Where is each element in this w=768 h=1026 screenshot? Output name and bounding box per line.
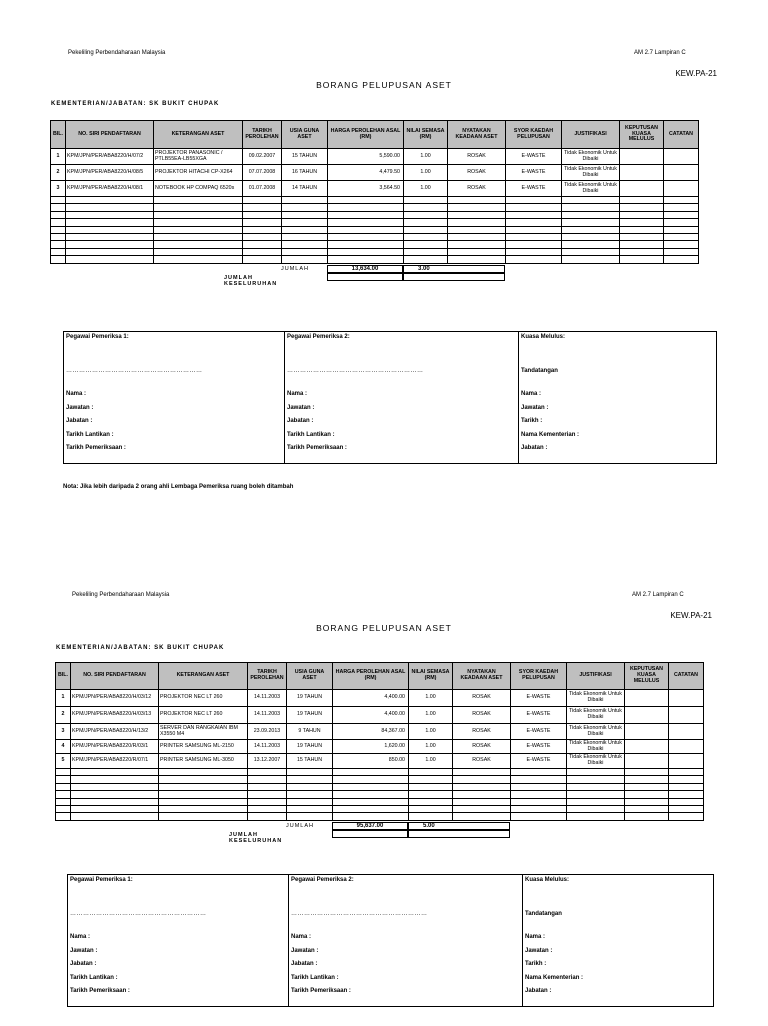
table-row (51, 181, 699, 197)
table-row (56, 724, 704, 740)
empty-table-row (56, 798, 704, 805)
total-current-value: 3.00 (403, 265, 505, 273)
disposal-method: E-WASTE (506, 165, 562, 181)
empty-table-row (51, 256, 699, 263)
field-jabatan: Jabatan : (70, 961, 97, 967)
acquisition-date: 07.07.2008 (243, 165, 282, 181)
column-header: JUSTIFIKASI (562, 121, 620, 149)
approval-decision (625, 724, 669, 740)
column-header: TARIKH PEROLEHAN (243, 121, 282, 149)
empty-table-row (56, 783, 704, 790)
grand-total-box (332, 830, 408, 838)
asset-condition: ROSAK (448, 149, 506, 165)
acquisition-price: 4,400.00 (333, 707, 409, 724)
remarks (669, 707, 704, 724)
empty-table-row (51, 248, 699, 255)
column-header: USIA GUNA ASET (282, 121, 328, 149)
disposal-method: E-WASTE (511, 754, 567, 769)
empty-table-row (51, 204, 699, 211)
remarks (669, 690, 704, 707)
acquisition-price: 5,590.00 (328, 149, 404, 165)
acquisition-price: 1,620.00 (333, 740, 409, 754)
field-jawatan: Jawatan : (291, 947, 319, 954)
acquisition-price: 4,479.50 (328, 165, 404, 181)
appendix-reference: AM 2.7 Lampiran C (634, 50, 686, 56)
column-header: HARGA PEROLEHAN ASAL (RM) (328, 121, 404, 149)
field-tarikh: Tarikh : (521, 418, 543, 424)
empty-table-row (56, 791, 704, 798)
justification: Tidak Ekonomik Untuk Dibaiki (562, 181, 620, 197)
row-number: 3 (56, 724, 71, 740)
current-value: 1.00 (404, 165, 448, 181)
registration-number: KPM/JPN/PER/ABA8220/H/08/5 (66, 165, 154, 181)
column-header: BIL. (51, 121, 66, 149)
asset-condition: ROSAK (453, 707, 511, 724)
asset-condition: ROSAK (448, 165, 506, 181)
remarks (669, 724, 704, 740)
justification: Tidak Ekonomik Untuk Dibaiki (567, 740, 625, 754)
asset-description: PROJEKTOR NEC LT 260 (159, 690, 248, 707)
asset-condition: ROSAK (453, 724, 511, 740)
column-header: TARIKH PEROLEHAN (248, 663, 287, 690)
acquisition-date: 01.07.2008 (243, 181, 282, 197)
empty-table-row (51, 219, 699, 226)
field-nama-kementerian: Nama Kementerian : (521, 431, 580, 438)
signature-label: Tandatangan (525, 911, 562, 917)
field-jabatan: Jabatan : (287, 418, 314, 424)
justification: Tidak Ekonomik Untuk Dibaiki (562, 149, 620, 165)
signature-line: ……………………………………………………… (287, 368, 424, 374)
row-number: 1 (51, 149, 66, 165)
asset-description: PRINTER SAMSUNG ML-2150 (159, 740, 248, 754)
column-header: KEPUTUSAN KUASA MELULUS (625, 663, 669, 690)
empty-table-row (56, 769, 704, 776)
asset-description: PROJEKTOR PANASONIC / PTLB55EA-LB55XGA (154, 149, 243, 165)
inspector-1-column (68, 875, 288, 1006)
remarks (669, 754, 704, 769)
column-header: SYOR KAEDAH PELUPUSAN (511, 663, 567, 690)
signature-heading: Pegawai Pemeriksa 2: (291, 877, 354, 883)
usage-age: 15 TAHUN (287, 754, 333, 769)
form-title: BORANG PELUPUSAN ASET (316, 80, 452, 90)
column-header: NO. SIRI PENDAFTARAN (71, 663, 159, 690)
approver-column (522, 875, 716, 1006)
signature-heading: Kuasa Melulus: (525, 877, 570, 883)
field-nama: Nama : (287, 391, 308, 397)
acquisition-price: 4,400.00 (333, 690, 409, 707)
remarks (664, 149, 699, 165)
field-jawatan: Jawatan : (525, 947, 553, 954)
remarks (664, 181, 699, 197)
empty-table-row (51, 226, 699, 233)
row-number: 2 (56, 707, 71, 724)
signature-line: ……………………………………………………… (70, 911, 207, 917)
current-value: 1.00 (409, 754, 453, 769)
empty-table-row (51, 197, 699, 204)
inspector-2-column (288, 875, 523, 1006)
total-label: JUMLAH (286, 823, 315, 829)
field-jabatan: Jabatan : (291, 961, 318, 967)
column-header: KEPUTUSAN KUASA MELULUS (620, 121, 664, 149)
acquisition-price: 3,564.50 (328, 181, 404, 197)
disposal-method: E-WASTE (511, 707, 567, 724)
registration-number: KPM/JPN/PER/ABA8220/R/03/1 (71, 740, 159, 754)
asset-table (50, 120, 699, 264)
asset-description: PROJEKTOR HITACHI CP-X264 (154, 165, 243, 181)
total-current-value: 5.00 (408, 822, 510, 830)
ministry-department: KEMENTERIAN/JABATAN: SK BUKIT CHUPAK (51, 101, 220, 107)
disposal-form-1 (0, 0, 768, 490)
field-jabatan: Jabatan : (521, 445, 548, 451)
signature-line: ……………………………………………………… (291, 911, 428, 917)
column-header: KETERANGAN ASET (159, 663, 248, 690)
asset-description: NOTEBOOK HP COMPAQ 6520s (154, 181, 243, 197)
circular-reference: Pekeliling Perbendaharaan Malaysia (72, 592, 170, 598)
current-value: 1.00 (409, 724, 453, 740)
empty-table-row (51, 241, 699, 248)
ministry-department: KEMENTERIAN/JABATAN: SK BUKIT CHUPAK (56, 645, 225, 651)
inspector-1-column (64, 332, 284, 463)
table-row (51, 165, 699, 181)
signature-heading: Pegawai Pemeriksa 1: (70, 877, 133, 883)
field-jabatan: Jabatan : (525, 988, 552, 994)
column-header: SYOR KAEDAH PELUPUSAN (506, 121, 562, 149)
acquisition-date: 14.11.2003 (248, 740, 287, 754)
asset-condition: ROSAK (448, 181, 506, 197)
acquisition-date: 14.11.2003 (248, 690, 287, 707)
registration-number: KPM/JPN/PER/ABA8220/H/03/12 (71, 690, 159, 707)
current-value: 1.00 (409, 740, 453, 754)
acquisition-price: 84,367.00 (333, 724, 409, 740)
circular-reference: Pekeliling Perbendaharaan Malaysia (68, 50, 166, 56)
form-code: KEW.PA-21 (670, 611, 712, 620)
column-header: NYATAKAN KEADAAN ASET (453, 663, 511, 690)
row-number: 5 (56, 754, 71, 769)
column-header: CATATAN (669, 663, 704, 690)
current-value: 1.00 (404, 181, 448, 197)
justification: Tidak Ekonomik Untuk Dibaiki (567, 754, 625, 769)
table-row (56, 754, 704, 769)
field-tarikh-pemeriksaan: Tarikh Pemeriksaan : (291, 988, 351, 994)
empty-table-row (56, 813, 704, 820)
row-number: 3 (51, 181, 66, 197)
approval-decision (620, 181, 664, 197)
usage-age: 9 TAHUN (287, 724, 333, 740)
field-tarikh-lantikan: Tarikh Lantikan : (291, 974, 339, 981)
field-tarikh: Tarikh : (525, 961, 547, 967)
signature-heading: Pegawai Pemeriksa 2: (287, 334, 350, 340)
empty-table-row (56, 805, 704, 812)
table-row (56, 707, 704, 724)
justification: Tidak Ekonomik Untuk Dibaiki (567, 724, 625, 740)
registration-number: KPM/JPN/PER/ABA8220/H/03/13 (71, 707, 159, 724)
acquisition-date: 23.09.2013 (248, 724, 287, 740)
table-header-row (51, 121, 699, 149)
grand-total-label: JUMLAH KESELURUHAN (229, 832, 283, 844)
column-header: JUSTIFIKASI (567, 663, 625, 690)
field-nama: Nama : (525, 934, 546, 940)
column-header: NYATAKAN KEADAAN ASET (448, 121, 506, 149)
signature-line: ……………………………………………………… (66, 368, 203, 374)
asset-condition: ROSAK (453, 754, 511, 769)
signature-label: Tandatangan (521, 368, 558, 374)
column-header: USIA GUNA ASET (287, 663, 333, 690)
table-row (56, 740, 704, 754)
acquisition-price: 850.00 (333, 754, 409, 769)
grand-total-label: JUMLAH KESELURUHAN (224, 275, 278, 287)
signature-heading: Kuasa Melulus: (521, 334, 566, 340)
remarks (664, 165, 699, 181)
registration-number: KPM/JPN/PER/ABA8220/R/07/1 (71, 754, 159, 769)
column-header: KETERANGAN ASET (154, 121, 243, 149)
current-value: 1.00 (409, 707, 453, 724)
field-tarikh-lantikan: Tarikh Lantikan : (66, 431, 114, 438)
field-tarikh-lantikan: Tarikh Lantikan : (70, 974, 118, 981)
field-tarikh-pemeriksaan: Tarikh Pemeriksaan : (287, 445, 347, 451)
current-value: 1.00 (404, 149, 448, 165)
acquisition-date: 13.12.2007 (248, 754, 287, 769)
field-jawatan: Jawatan : (70, 947, 98, 954)
disposal-method: E-WASTE (506, 149, 562, 165)
field-jawatan: Jawatan : (66, 404, 94, 411)
usage-age: 19 TAHUN (287, 707, 333, 724)
approval-decision (625, 707, 669, 724)
column-header: HARGA PEROLEHAN ASAL (RM) (333, 663, 409, 690)
approval-decision (620, 149, 664, 165)
acquisition-date: 14.11.2003 (248, 707, 287, 724)
justification: Tidak Ekonomik Untuk Dibaiki (567, 707, 625, 724)
total-label: JUMLAH (281, 266, 310, 272)
asset-description: SERVER DAN RANGKAIAN IBM X3550 M4 (159, 724, 248, 740)
field-nama: Nama : (291, 934, 312, 940)
form-title: BORANG PELUPUSAN ASET (316, 623, 452, 633)
form-code: KEW.PA-21 (675, 69, 717, 78)
justification: Tidak Ekonomik Untuk Dibaiki (562, 165, 620, 181)
grand-total-box (403, 273, 505, 281)
total-acquisition-price: 13,634.00 (327, 265, 403, 273)
acquisition-date: 09.02.2007 (243, 149, 282, 165)
disposal-method: E-WASTE (511, 740, 567, 754)
row-number: 2 (51, 165, 66, 181)
total-acquisition-price: 95,637.00 (332, 822, 408, 830)
justification: Tidak Ekonomik Untuk Dibaiki (567, 690, 625, 707)
disposal-method: E-WASTE (511, 690, 567, 707)
table-row (51, 149, 699, 165)
field-nama: Nama : (66, 391, 87, 397)
usage-age: 16 TAHUN (282, 165, 328, 181)
asset-table (55, 662, 704, 821)
usage-age: 19 TAHUN (287, 740, 333, 754)
inspector-2-column (284, 332, 519, 463)
field-jawatan: Jawatan : (287, 404, 315, 411)
usage-age: 19 TAHUN (287, 690, 333, 707)
empty-table-row (56, 776, 704, 783)
disposal-method: E-WASTE (511, 724, 567, 740)
registration-number: KPM/JPN/PER/ABA8220/H/13/2 (71, 724, 159, 740)
footnote: Nota: Jika lebih daripada 2 orang ahli Lembaga Pemeriksa ruang boleh ditambah (63, 484, 294, 490)
field-nama-kementerian: Nama Kementerian : (525, 974, 584, 981)
usage-age: 14 TAHUN (282, 181, 328, 197)
signature-heading: Pegawai Pemeriksa 1: (66, 334, 129, 340)
row-number: 1 (56, 690, 71, 707)
asset-condition: ROSAK (453, 690, 511, 707)
approval-decision (625, 740, 669, 754)
usage-age: 15 TAHUN (282, 149, 328, 165)
asset-description: PROJEKTOR NEC LT 260 (159, 707, 248, 724)
table-row (56, 690, 704, 707)
column-header: NO. SIRI PENDAFTARAN (66, 121, 154, 149)
column-header: NILAI SEMASA (RM) (404, 121, 448, 149)
registration-number: KPM/JPN/PER/ABA8220/H/08/1 (66, 181, 154, 197)
remarks (669, 740, 704, 754)
disposal-method: E-WASTE (506, 181, 562, 197)
field-tarikh-pemeriksaan: Tarikh Pemeriksaan : (66, 445, 126, 451)
registration-number: KPM/JPN/PER/ABA8220/H/07/2 (66, 149, 154, 165)
signature-section (67, 874, 714, 1007)
field-nama: Nama : (521, 391, 542, 397)
table-header-row (56, 663, 704, 690)
row-number: 4 (56, 740, 71, 754)
field-tarikh-pemeriksaan: Tarikh Pemeriksaan : (70, 988, 130, 994)
approval-decision (625, 754, 669, 769)
signature-section (63, 331, 717, 464)
column-header: BIL. (56, 663, 71, 690)
asset-condition: ROSAK (453, 740, 511, 754)
empty-table-row (51, 233, 699, 240)
column-header: CATATAN (664, 121, 699, 149)
current-value: 1.00 (409, 690, 453, 707)
asset-description: PRINTER SAMSUNG ML-3050 (159, 754, 248, 769)
appendix-reference: AM 2.7 Lampiran C (632, 592, 684, 598)
grand-total-box (327, 273, 403, 281)
field-jawatan: Jawatan : (521, 404, 549, 411)
disposal-form-2 (0, 586, 768, 1026)
field-jabatan: Jabatan : (66, 418, 93, 424)
field-tarikh-lantikan: Tarikh Lantikan : (287, 431, 335, 438)
approval-decision (620, 165, 664, 181)
approval-decision (625, 690, 669, 707)
field-nama: Nama : (70, 934, 91, 940)
approver-column (518, 332, 719, 463)
column-header: NILAI SEMASA (RM) (409, 663, 453, 690)
empty-table-row (51, 211, 699, 218)
grand-total-box (408, 830, 510, 838)
